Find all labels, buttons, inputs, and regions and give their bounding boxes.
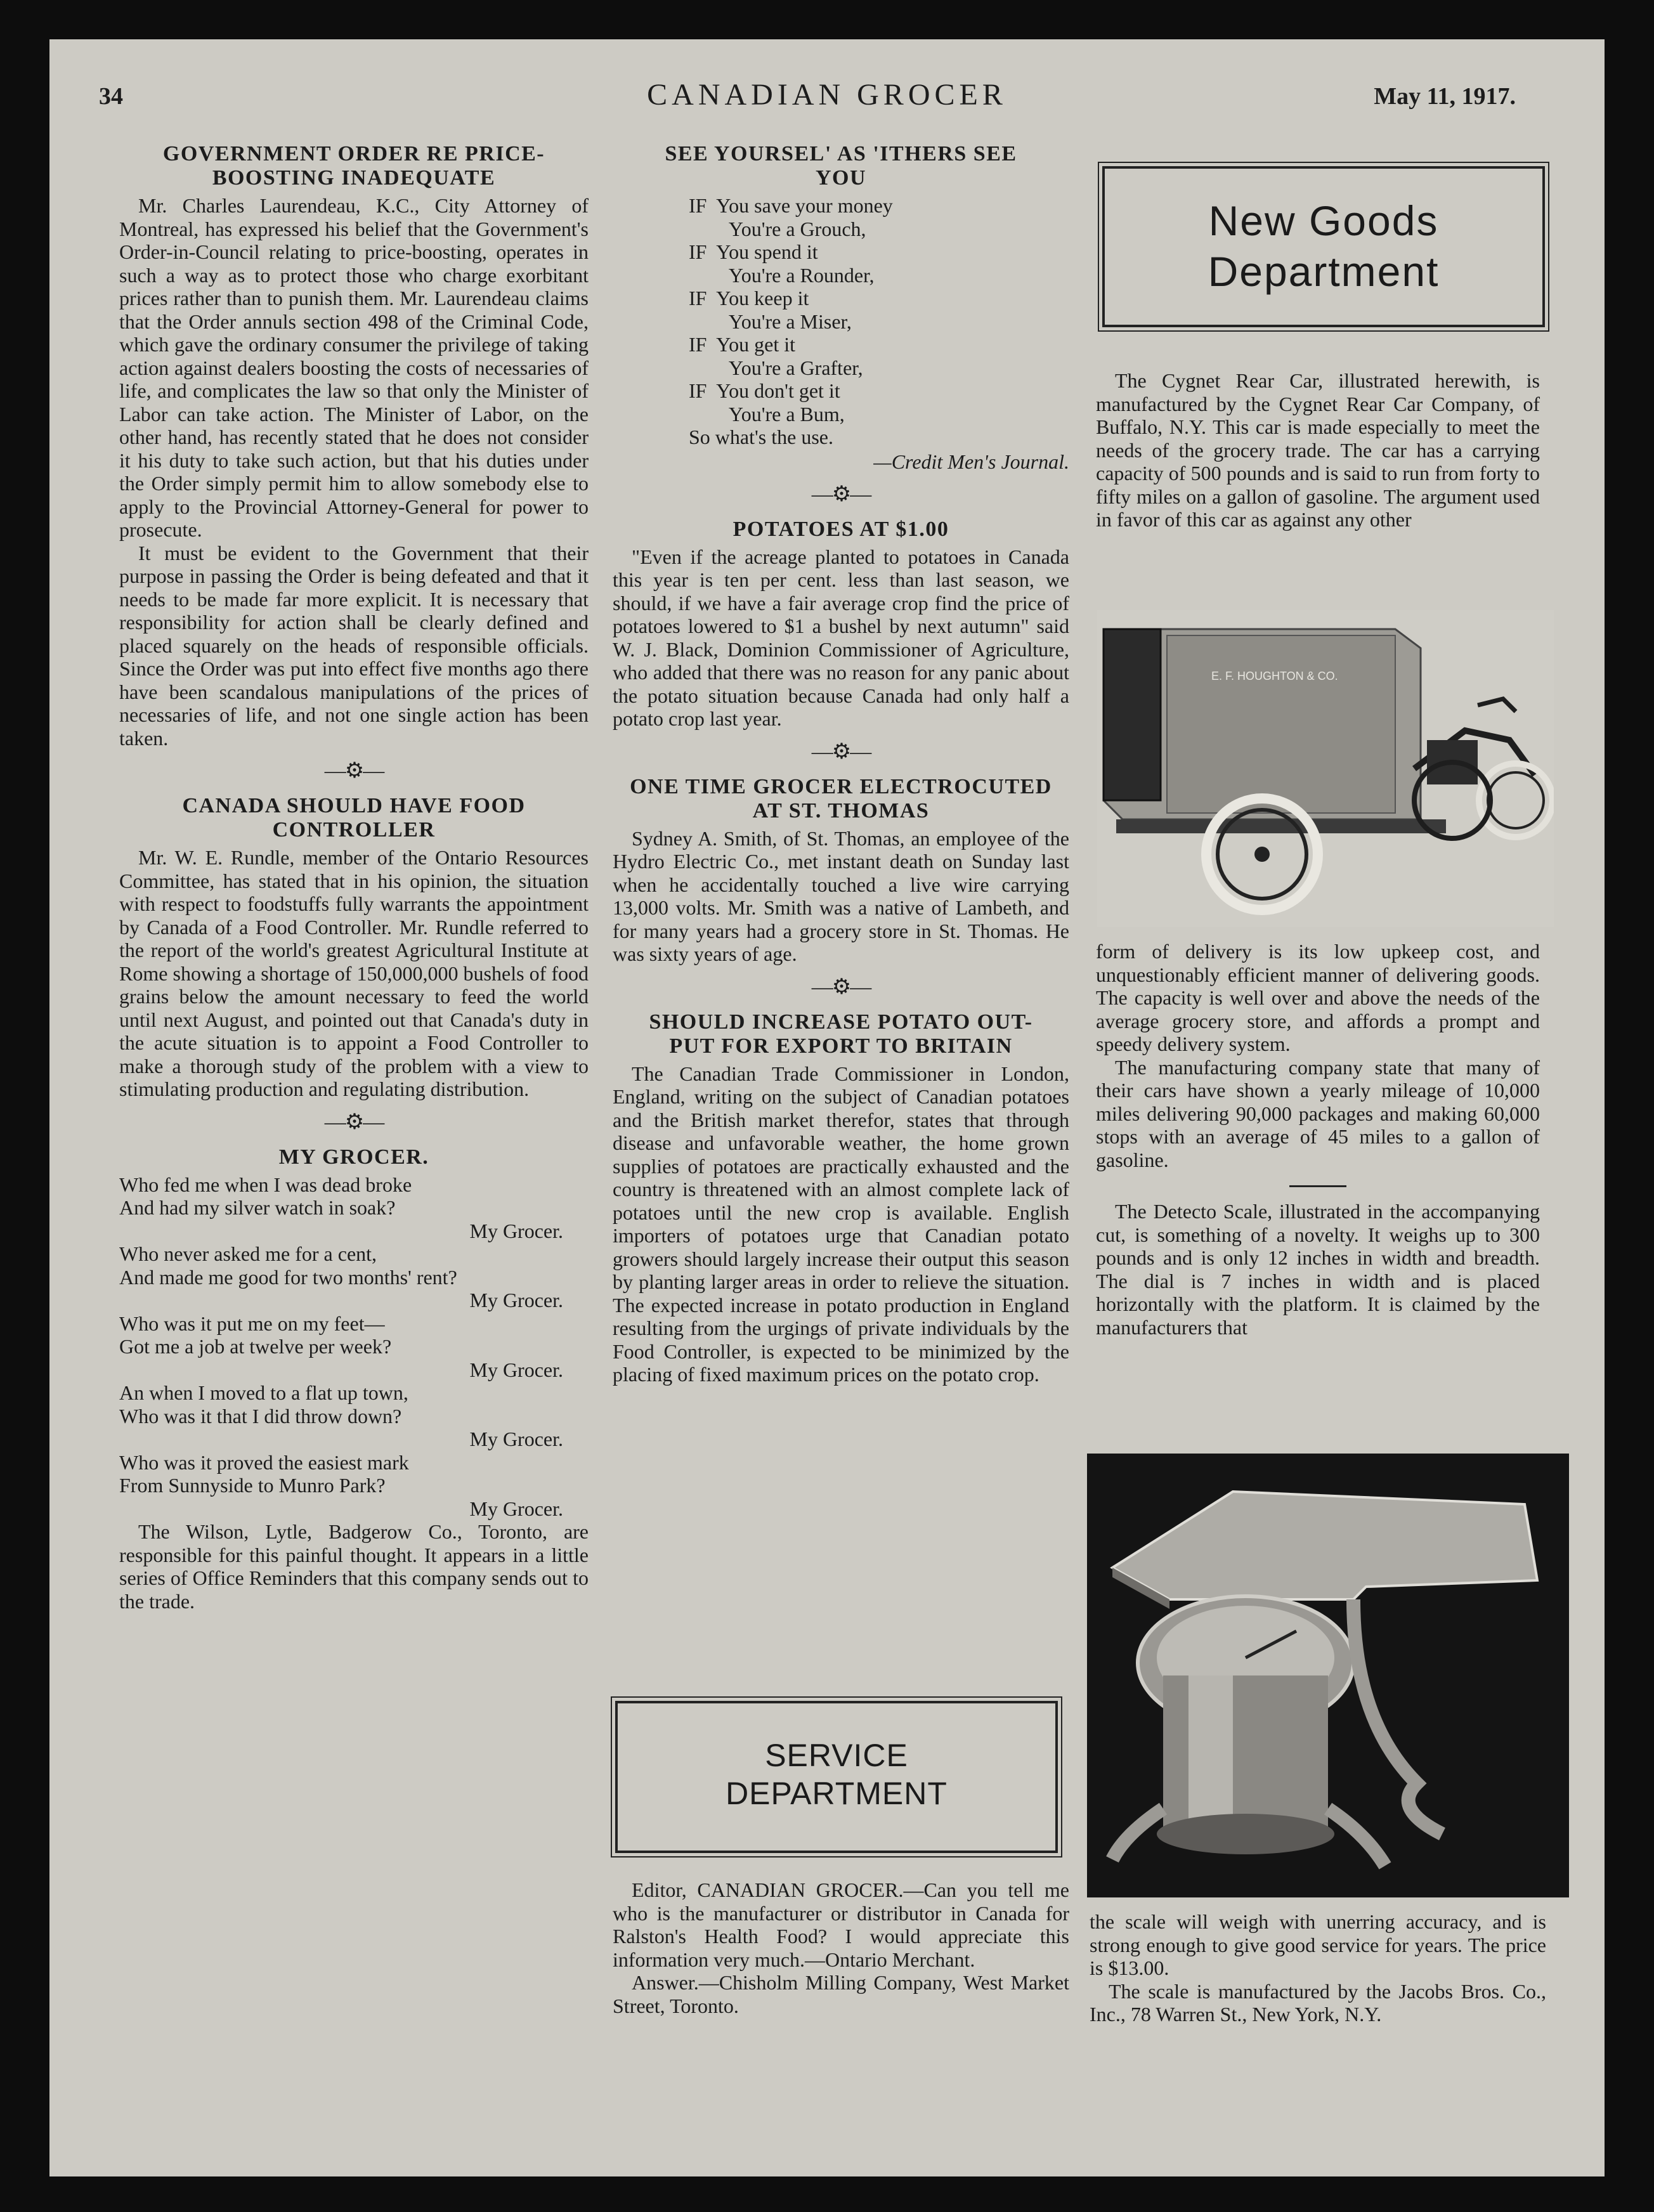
- article-heading: [613, 1010, 1069, 1058]
- heading-line: GOVERNMENT ORDER RE PRICE-: [162, 142, 545, 166]
- article-paragraph: The Detecto Scale, illustrated in the accompanying cut, is something of a novelty. It weighs up to 300 pounds and is only 12 inches in width and breadth. The dial is 7 inches in width and is placed horizontally with the platform. It is claimed by the manufacturers that: [1096, 1200, 1540, 1339]
- poem-line: An when I moved to a flat up town,: [119, 1381, 408, 1404]
- poem-line: You're a Grafter,: [689, 356, 863, 379]
- delivery-car-illustration: [1097, 610, 1554, 927]
- column-right: [1096, 369, 1540, 531]
- detecto-scale-illustration: [1087, 1454, 1569, 1897]
- article-heading: [119, 794, 589, 842]
- ornament-divider: —⚙—: [324, 1110, 384, 1134]
- box-line: New Goods: [1208, 197, 1439, 244]
- poem-line: Who was it proved the easiest mark: [119, 1450, 409, 1474]
- article-paragraph: Mr. W. E. Rundle, member of the Ontario Resources Committee, has stated that in his opinion, the situation with respect to foodstuffs fully warrants the appointment by Canada of a Food Controller. Mr. Rundle referred to the report of the world's greatest Agricultural Institute at Rome showing a shortage of 150,000,000 bushels of food grains below the amount necessary to feed the world until next August, and pointed out that Canada's duty in the acute situation is to appoint a Food Controller to make a thorough study of the problem with a view to stimulating production and regulating distribution.: [119, 846, 589, 1100]
- service-department-heading-box: [615, 1701, 1058, 1853]
- poem-refrain: My Grocer.: [469, 1289, 563, 1311]
- poem-line: Who fed me when I was dead broke: [119, 1173, 412, 1196]
- magazine-page: [49, 39, 1605, 2176]
- article-paragraph: The scale is manufactured by the Jacobs Bros. Co., Inc., 78 Warren St., New York, N.Y.: [1090, 1979, 1546, 2026]
- article-paragraph: The Cygnet Rear Car, illustrated herewith, is manufactured by the Cygnet Rear Car Company, of Buffalo, N.Y. This car is made especially to meet the needs of the grocery trade. The car has a carrying capacity of 500 pounds and is said to run from forty to fifty miles on a gallon of gasoline. The argument used in favor of this car as against any other: [1096, 369, 1540, 531]
- poem-line: IF You spend it: [689, 240, 818, 263]
- detecto-scale-photo: [1087, 1454, 1569, 1897]
- poem-line: So what's the use.: [689, 426, 833, 448]
- article-paragraph: form of delivery is its low upkeep cost, and unquestionably efficient manner of delivering goods. The capacity is well over and above the needs of the average grocery store, and affords a prompt and speedy delivery system.: [1096, 940, 1540, 1055]
- car-sign-text: E. F. HOUGHTON & CO.: [1211, 670, 1338, 682]
- heading-line: SHOULD INCREASE POTATO OUT-: [649, 1010, 1033, 1034]
- service-department-text: [613, 1878, 1069, 2017]
- poem-line: IF You don't get it: [689, 379, 840, 402]
- article-paragraph: the scale will weigh with unerring accuracy, and is strong enough to give good service for years. The price is $13.00.: [1090, 1910, 1546, 1979]
- article-paragraph: Answer.—Chisholm Milling Company, West Market Street, Toronto.: [613, 1971, 1069, 2017]
- poem-line: Who was it that I did throw down?: [119, 1404, 402, 1428]
- poem-refrain: My Grocer.: [469, 1358, 563, 1381]
- heading-line: CONTROLLER: [272, 818, 436, 842]
- delivery-car-photo: [1097, 610, 1554, 927]
- heading-line: CANADA SHOULD HAVE FOOD: [182, 794, 526, 817]
- issue-date: May 11, 1917.: [1374, 83, 1516, 110]
- poem-line: Who never asked me for a cent,: [119, 1242, 377, 1265]
- poem: [119, 1173, 589, 1521]
- poem-refrain: My Grocer.: [469, 1428, 563, 1450]
- box-line: SERVICE: [765, 1738, 908, 1773]
- ornament-divider: —⚙—: [811, 739, 871, 764]
- article-paragraph: Editor, CANADIAN GROCER.—Can you tell me who is the manufacturer or distributor in Canada for Ralston's Health Food? I would appreciate this information very much.—Ontario Merchant.: [613, 1878, 1069, 1971]
- poem-line: Who was it put me on my feet—: [119, 1311, 385, 1335]
- heading-line: PUT FOR EXPORT TO BRITAIN: [669, 1034, 1013, 1058]
- poem: [613, 194, 1069, 449]
- article-heading: [613, 142, 1069, 190]
- ornament-divider: —⚙—: [811, 482, 871, 506]
- ornament-divider: —⚙—: [811, 975, 871, 999]
- poem-line: You're a Rounder,: [689, 263, 875, 287]
- article-heading: [119, 142, 589, 190]
- article-paragraph: "Even if the acreage planted to potatoes in Canada this year is ten per cent. less than last season, we should, if we have a fair average crop find the price of potatoes lowered to $1 a bushel by next autumn" said W. J. Black, Dominion Commissioner of Agriculture, who added that there was no reason for any panic about the potato situation because Canada had only half a potato crop last year.: [613, 545, 1069, 730]
- poem-line: And made me good for two months' rent?: [119, 1265, 457, 1289]
- article-heading: MY GROCER.: [278, 1145, 429, 1169]
- new-goods-heading-box: [1102, 166, 1545, 327]
- column-right-continued: [1096, 940, 1540, 1339]
- poem-line: And had my silver watch in soak?: [119, 1196, 396, 1219]
- box-inner: [1105, 169, 1542, 297]
- box-inner: [618, 1703, 1055, 1812]
- article-paragraph: The Wilson, Lytle, Badgerow Co., Toronto, are responsible for this painful thought. It appears in a little series of Office Reminders that this company sends out to the trade.: [119, 1520, 589, 1613]
- article-heading: POTATOES AT $1.00: [733, 517, 949, 541]
- poem-line: You're a Miser,: [689, 309, 852, 333]
- box-line: Department: [1208, 248, 1440, 295]
- poem-credit: —Credit Men's Journal.: [873, 450, 1069, 473]
- column-left: [119, 142, 589, 1613]
- article-paragraph: The manufacturing company state that many of their cars have shown a yearly mileage of 10,000 miles delivering 90,000 packages and making 60,000 stops with an average of 45 miles to a gallon of gasoline.: [1096, 1055, 1540, 1171]
- heading-line: SEE YOURSEL' AS 'ITHERS SEE: [665, 142, 1017, 166]
- page-number: 34: [99, 83, 123, 110]
- article-paragraph: Mr. Charles Laurendeau, K.C., City Attorney of Montreal, has expressed his belief that the Government's Order-in-Council relating to price-boosting, operates in such a way as to protect those who charge exorbitant prices rather than to punish them. Mr. Laurendeau claims that the Order annuls section 498 of the Criminal Code, which gave the ordinary consumer the privilege of taking action against dealers boosting the costs of necessaries of life, and complicates the law so that only the Minister of Labor can take action. The Minister of Labor, on the other hand, has recently stated that he does not consider it his duty to take such action, but that his duties under the Order simply permit him to allow somebody else to apply to the Provincial Attorney-General for power to prosecute.: [119, 194, 589, 541]
- heading-line: ONE TIME GROCER ELECTROCUTED: [630, 774, 1052, 798]
- poem-refrain: My Grocer.: [469, 1497, 563, 1520]
- poem-line: IF You save your money: [689, 194, 893, 217]
- article-paragraph: The Canadian Trade Commissioner in London, England, writing on the subject of Canadian potatoes and the British market therefor, states that through disease and unfavorable weather, the home grown supplies of potatoes are practically exhausted and the country is threatened with an almost complete lack of potatoes until the new crop is available. English importers of potatoes urge that Canadian potato growers should largely increase their output this season by planting larger areas in order to relieve the situation. The expected increase in potato production in England resulting from the urgings of private individuals by the Food Controller, is expected to be minimized by the placing of fixed maximum prices on the potato crop.: [613, 1062, 1069, 1386]
- column-middle: [613, 142, 1069, 1386]
- poem-line: IF You keep it: [689, 287, 809, 309]
- column-right-bottom: [1090, 1910, 1546, 2026]
- heading-line: BOOSTING INADEQUATE: [212, 166, 496, 190]
- poem-line: IF You get it: [689, 333, 796, 356]
- heading-line: YOU: [815, 166, 867, 190]
- poem-line: Got me a job at twelve per week?: [119, 1335, 392, 1358]
- poem-line: From Sunnyside to Munro Park?: [119, 1474, 386, 1497]
- short-rule-divider: [1289, 1185, 1346, 1187]
- heading-line: AT ST. THOMAS: [752, 798, 930, 823]
- poem-line: You're a Grouch,: [689, 217, 866, 240]
- box-line: DEPARTMENT: [726, 1776, 947, 1811]
- article-paragraph: Sydney A. Smith, of St. Thomas, an employee of the Hydro Electric Co., met instant death on Sunday last when he accidentally touched a live wire carrying 13,000 volts. Mr. Smith was a native of Lambeth, and for many years had a grocery store in St. Thomas. He was sixty years of age.: [613, 826, 1069, 965]
- publication-title: CANADIAN GROCER: [647, 78, 1007, 112]
- article-heading: [613, 775, 1069, 823]
- ornament-divider: —⚙—: [324, 759, 384, 783]
- poem-refrain: My Grocer.: [469, 1219, 563, 1242]
- poem-line: You're a Bum,: [689, 402, 845, 426]
- article-paragraph: It must be evident to the Government that their purpose in passing the Order is being defeated and that it needs to be made far more explicit. It is necessary that responsibility for action shall be clearly defined and placed squarely on the heads of responsible officials. Since the Order was put into effect five months ago there have been scandalous manipulations of the prices of necessaries of life, and not one single action has been taken.: [119, 541, 589, 750]
